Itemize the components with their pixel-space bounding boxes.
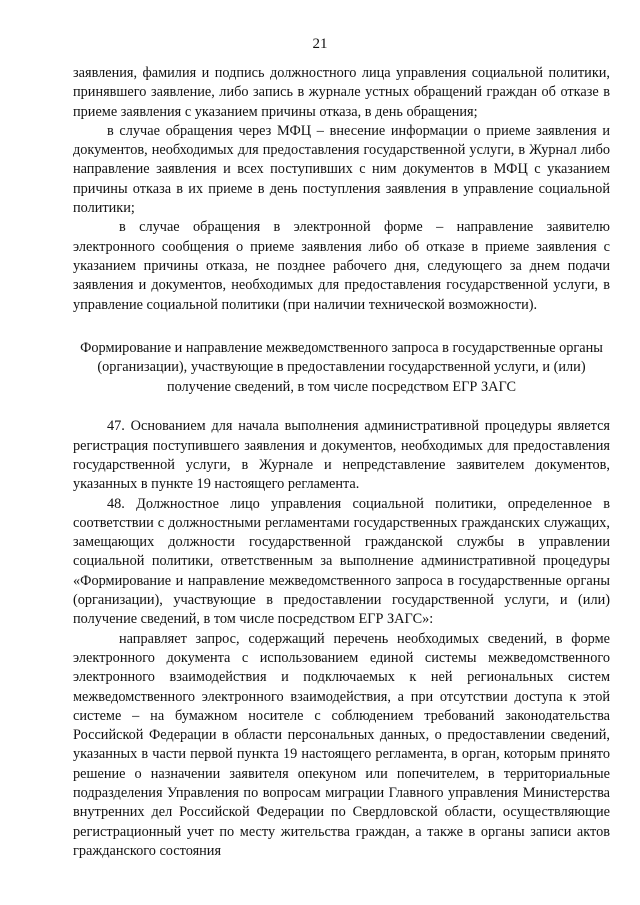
- paragraph-mfc-case: в случае обращения через МФЦ – внесение информации о приеме заявления и документов, необходимых для предоставления государственной услуги, в Журнал либо направление заявления и всех поступивших с ним документов в МФЦ с указанием причины отказа в их приеме в день поступления заявления в управление социальной политики;: [73, 122, 610, 217]
- section-heading: Формирование и направление межведомственного запроса в государственные органы (организации), участвующие в предоставлении государственной услуги, и (или) получение сведений, в том числе посредством ЕГР ЗАГС: [80, 339, 603, 395]
- paragraph-item-48: 48. Должностное лицо управления социальной политики, определенное в соответствии с должностными регламентами государственных гражданских служащих, замещающих должности государственной гражданской службы в управлении социальной политики, ответственным за выполнение административной процедуры «Формирование и направление межведомственного запроса в государственные органы (организации), участвующие в предоставлении государственной услуги, и (или) получение сведений, в том числе посредством ЕГР ЗАГС»:: [73, 495, 610, 628]
- paragraph-request-sending: направляет запрос, содержащий перечень необходимых сведений, в форме электронного документа с использованием единой системы межведомственного электронного взаимодействия и подключаемых к ней региональных систем межведомственного электронного взаимодействия, а при отсутствии доступа к этой системе – на бумажном носителе с соблюдением требований законодательства Российской Федерации в области персональных данных, о предоставлении сведений, указанных в части первой пункта 19 настоящего регламента, в орган, которым принято решение о назначении заявителя опекуном или попечителем, в территориальные подразделения Управления по вопросам миграции Главного управления Министерства внутренних дел Российской Федерации по Свердловской области, осуществляющие регистрационный учет по месту жительства граждан, а также в органы записи актов гражданского состояния: [73, 630, 610, 859]
- page-body: [73, 64, 610, 861]
- page-number: 21: [312, 36, 328, 52]
- paragraph-continuation: заявления, фамилия и подпись должностного лица управления социальной политики, принявшего заявление, либо запись в журнале устных обращений граждан об отказе в приеме заявления с указанием причины отказа, в день обращения;: [73, 65, 610, 120]
- paragraph-electronic-case: в случае обращения в электронной форме – направление заявителю электронного сообщения о приеме заявления либо об отказе в приеме заявления с указанием причины отказа, не позднее рабочего дня, следующего за днем подачи заявления и документов, необходимых для предоставления государственной услуги, в управление социальной политики (при наличии технической возможности).: [73, 219, 610, 313]
- paragraph-item-47: 47. Основанием для начала выполнения административной процедуры является регистрация поступившего заявления и документов, необходимых для предоставления государственной услуги, в Журнале и непредставление заявителем документов, указанных в пункте 19 настоящего регламента.: [73, 418, 610, 493]
